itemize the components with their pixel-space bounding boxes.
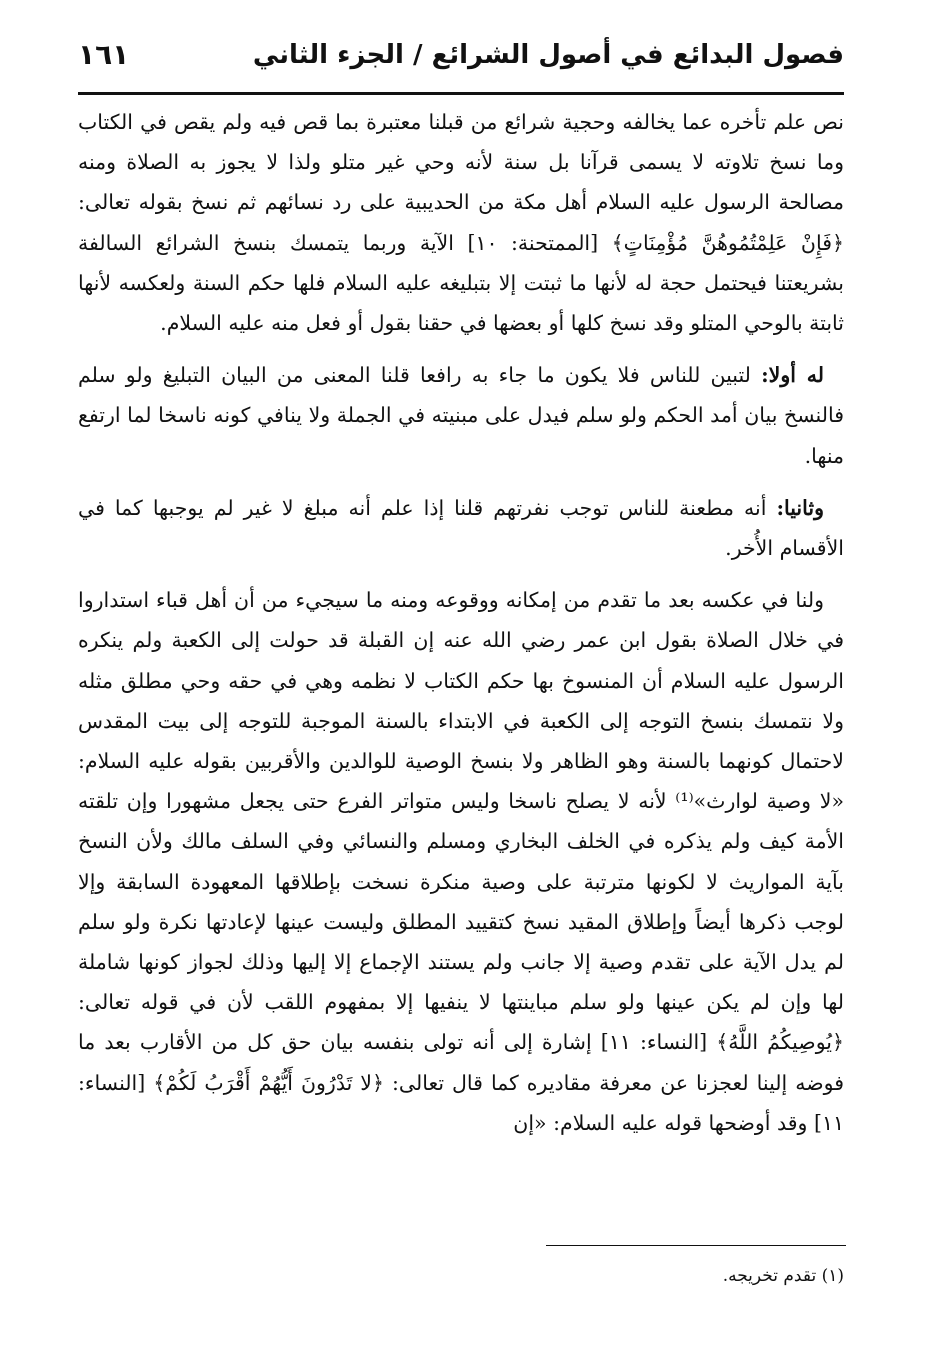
header-rule [78, 92, 844, 95]
paragraph-text: نص علم تأخره عما يخالفه وحجية شرائع من قبلنا معتبرة بما قص فيه ولم يقص في الكتاب وما نسخ تلاوته لا يسمى قرآنا بل سنة لأنه وحي غير متلو ولذا لا يجوز به الصلاة ومنه مصالحة الرسول عليه السلام أهل مكة من الحديبية على رد نسائهم ثم نسخ بقوله تعالى: ﴿فَإِنْ عَلِمْتُمُوهُنَّ مُؤْمِنَاتٍ﴾ [الممتحنة: ١٠] الآية وربما يتمسك بنسخ الشرائع السالفة بشريعتنا فيحتمل حجة له لأنها ما ثبتت إلا بتبليغه عليه السلام فلها حكم السنة ولعكسه لأنها ثابتة بالوحي المتلو وقد نسخ كلها أو بعضها في حقنا بقول أو فعل منه عليه السلام. [78, 110, 844, 336]
running-title: فصول البدائع في أصول الشرائع / الجزء الثاني [252, 40, 844, 70]
page-body [78, 102, 844, 1155]
page-number: ١٦١ [78, 38, 130, 71]
paragraph-lead: وثانيا: [776, 495, 824, 520]
paragraph-1 [78, 102, 844, 343]
footnote-rule [546, 1245, 846, 1246]
paragraph-text: ولنا في عكسه بعد ما تقدم من إمكانه ووقوعه ومنه ما سيجيء من أن أهل قباء استداروا في خلال الصلاة بقول ابن عمر رضي الله عنه إن القبلة قد حولت إلى الكعبة ولم ينكره الرسول عليه السلام أن المنسوخ بها حكم الكتاب لا نظمه وهي في حقه وحي مطلق مثله ولا نتمسك بنسخ التوجه إلى الكعبة في الابتداء بالسنة الموجبة للتوجه إلى بيت المقدس لاحتمال كونهما بالسنة وهو الظاهر ولا بنسخ الوصية للوالدين والأقربين بقوله عليه السلام: «لا وصية لوارث»⁽¹⁾ لأنه لا يصلح ناسخا وليس متواتر الفرع حتى يجعل مشهورا وإن تلقته الأمة كيف ولم يذكره في الخلف البخاري ومسلم والنسائي وفي السلف مالك ولأن النسخ بآية المواريث لا لكونها مترتبة على وصية منكرة نسخت بإطلاقها المعهودة السابقة وإلا لوجب ذكرها أيضاً وإطلاق المقيد نسخ كتقييد المطلق وليست عينها لإعادتها نكرة ولو سلم لم يدل الآية على تقدم وصية إلا جانب ولم يستند الإجماع إلا إليها وذلك لجواز كونها شاملة لها وإن لم يكن عينها ولو سلم مباينتها لا ينفيها إلا بمفهوم اللقب لأن في قوله تعالى: ﴿يُوصِيكُمُ اللَّهُ﴾ [النساء: ١١] إشارة إلى أنه تولى بنفسه بيان حق كل من الأقارب بعد ما فوضه إلينا لعجزنا عن معرفة مقاديره كما قال تعالى: ﴿لا تَدْرُونَ أَيُّهُمْ أَقْرَبُ لَكُمْ﴾ [النساء: ١١] وقد أوضحها قوله عليه السلام: «إن [78, 588, 844, 1135]
paragraph-3 [78, 488, 844, 568]
paragraph-text: أنه مطعنة للناس توجب نفرتهم قلنا إذا علم أنه مبلغ لا غير لم يوجبها كما في الأقسام الأُخر. [78, 495, 844, 561]
paragraph-text: لتبين للناس فلا يكون ما جاء به رافعا قلنا المعنى من البيان التبليغ ولو سلم فالنسخ بيان أمد الحكم ولو سلم فيدل على مبنيته في الجملة ولا ينافي كونه ناسخا لما ارتفع منها. [78, 363, 844, 468]
paragraph-2 [78, 355, 844, 476]
page-header [78, 28, 844, 88]
footnote: (١) تقدم تخريجه. [722, 1266, 844, 1286]
paragraph-4 [78, 580, 844, 1143]
paragraph-lead: له أولا: [761, 363, 824, 388]
